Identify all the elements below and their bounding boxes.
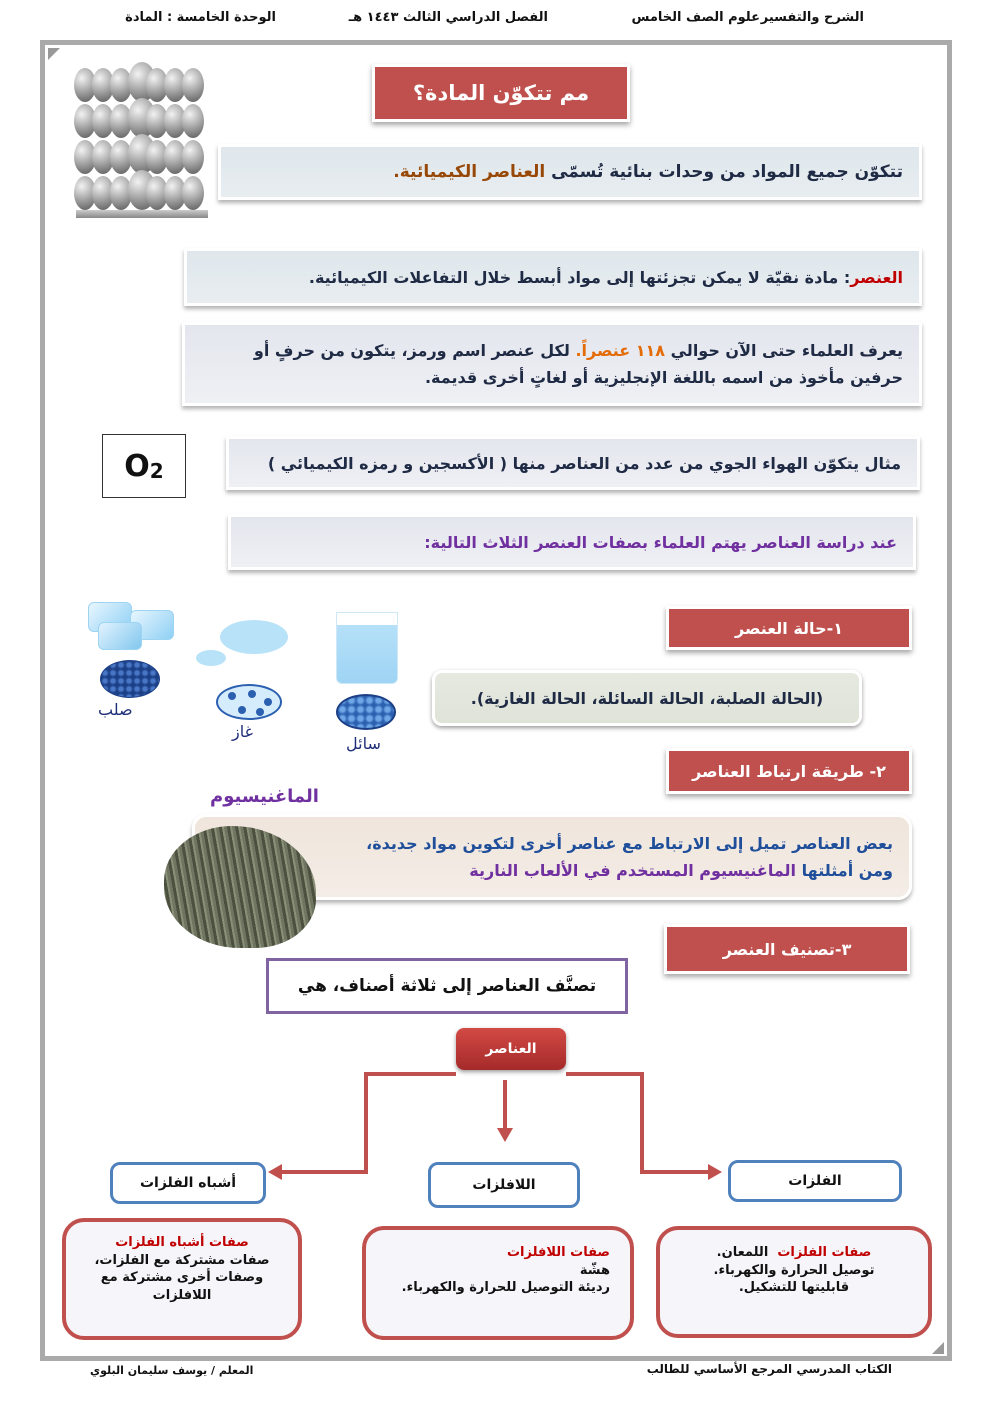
header-explanation: الشرح والتفسير (760, 10, 864, 25)
header-subject: علوم الصف الخامس (631, 10, 760, 25)
nonmetals-properties-title: صفات اللافلزات (506, 1245, 610, 1260)
states-panel (432, 670, 862, 726)
definition-text: : مادة نقيّة لا يمكن تجزئتها إلى مواد أبسط خلال التفاعلات الكيميائية. (308, 267, 851, 287)
header-term: الفصل الدراسي الثالث ١٤٤٣ هـ (348, 10, 548, 25)
diagram-root-node: العناصر (456, 1028, 566, 1070)
liquid-beaker-image (336, 612, 398, 684)
page-title: مم تتكوّن المادة؟ (372, 64, 630, 122)
nonmetals-properties-box: صفات اللافلزات هشّة رديئة التوصيل للحرارة والكهرباء. (362, 1226, 634, 1340)
study-note-panel (228, 514, 916, 570)
footer-textbook-note: الكتاب المدرسي المرجع الأساسي للطالب (646, 1362, 892, 1376)
atoms-stack-image (72, 60, 212, 230)
gas-cloud-image (190, 616, 290, 666)
liquid-label: سائل (346, 734, 381, 753)
oxygen-symbol-box: O 2 (102, 434, 186, 498)
gas-label: غاز (232, 722, 253, 741)
definition-panel (184, 248, 922, 306)
connector-line (280, 1170, 368, 1174)
ice-cubes-image (84, 600, 176, 652)
header-unit: الوحدة الخامسة : المادة (125, 10, 276, 25)
element-count-panel: يعرف العلماء حتى الآن حوالي ١١٨ عنصراً. لكل عنصر اسم ورمز، يتكون من حرفٍ أو حرفين مأخوذ من اسمه باللغة الإنجليزية أو لغاتٍ أخرى قديمة. (182, 322, 922, 406)
atoms-base (76, 210, 208, 218)
section-classification-title: ٣-تصنيف العنصر (664, 924, 910, 974)
metals-properties-title: صفات الفلزات (777, 1245, 872, 1260)
example-panel (226, 436, 920, 490)
solid-particles-icon (100, 660, 160, 698)
states-text: (الحالة الصلبة، الحالة السائلة، الحالة الغازية). (470, 688, 824, 708)
atom-sphere-icon (182, 68, 204, 102)
metalloids-properties-title: صفات أشباه الفلزات (115, 1235, 249, 1250)
connector-line (566, 1072, 644, 1076)
bonding-highlight: الماغنيسيوم المستخدم في الألعاب النارية (469, 861, 797, 880)
node-nonmetals: اللافلزات (428, 1162, 580, 1208)
connector-line (503, 1080, 507, 1130)
connector-line (364, 1072, 456, 1076)
arrow-right-icon (708, 1164, 722, 1180)
connector-line (364, 1072, 368, 1172)
bonding-line-1: بعض العناصر تميل إلى الارتباط مع عناصر أخرى لتكوين مواد جديدة، (366, 833, 893, 853)
element-count-highlight: ١١٨ عنصراً. (575, 340, 666, 360)
arrow-down-icon (497, 1128, 513, 1142)
section-state-title: ١-حالة العنصر (666, 606, 912, 650)
page-frame-top (40, 40, 952, 45)
atom-sphere-icon (182, 104, 204, 138)
definition-term: العنصر (850, 267, 903, 287)
frame-corner-icon (48, 48, 60, 60)
page-frame-left (40, 40, 45, 1361)
arrow-left-icon (268, 1164, 282, 1180)
intro-text: تتكوّن جميع المواد من وحدات بنائية تُسمّى العناصر الكيميائية. (393, 162, 903, 182)
intro-panel (218, 144, 922, 200)
atom-sphere-icon (182, 140, 204, 174)
atom-sphere-icon (182, 176, 204, 210)
footer-teacher-name: المعلم / يوسف سليمان البلوي (90, 1364, 254, 1377)
node-metalloids: أشباه الفلزات (110, 1162, 266, 1204)
magnesium-label: الماغنيسيوم (210, 786, 319, 807)
metals-properties-box: صفات الفلزات اللمعان. توصيل الحرارة والكهرباء. قابليتها للتشكيل. (656, 1226, 932, 1338)
gas-particles-icon (216, 684, 282, 720)
liquid-particles-icon (336, 694, 396, 730)
example-text: مثال يتكوّن الهواء الجوي من عدد من العناصر منها ( الأكسجين و رمزه الكيميائي ) (267, 453, 901, 473)
section-bonding-title: ٢- طريقة ارتباط العناصر (666, 748, 912, 794)
page-frame-right (947, 40, 952, 1361)
page-frame-bottom (40, 1356, 952, 1361)
classification-box: تصنَّف العناصر إلى ثلاثة أصناف، هي (266, 958, 628, 1014)
study-note-text: عند دراسة العناصر يهتم العلماء بصفات العنصر الثلاث التالية: (424, 532, 897, 552)
metalloids-properties-box: صفات أشباه الفلزات صفات مشتركة مع الفلزات، وصفات أخرى مشتركة مع اللافلزات (62, 1218, 302, 1340)
bonding-panel: بعض العناصر تميل إلى الارتباط مع عناصر أخرى لتكوين مواد جديدة، ومن أمثلتها الماغنيسيوم المستخدم في الألعاب النارية (192, 814, 912, 900)
connector-line (640, 1170, 712, 1174)
node-metals: الفلزات (728, 1160, 902, 1202)
frame-corner-icon (932, 1342, 944, 1354)
intro-highlight: العناصر الكيميائية. (393, 162, 546, 182)
connector-line (640, 1072, 644, 1172)
solid-label: صلب (98, 700, 133, 719)
